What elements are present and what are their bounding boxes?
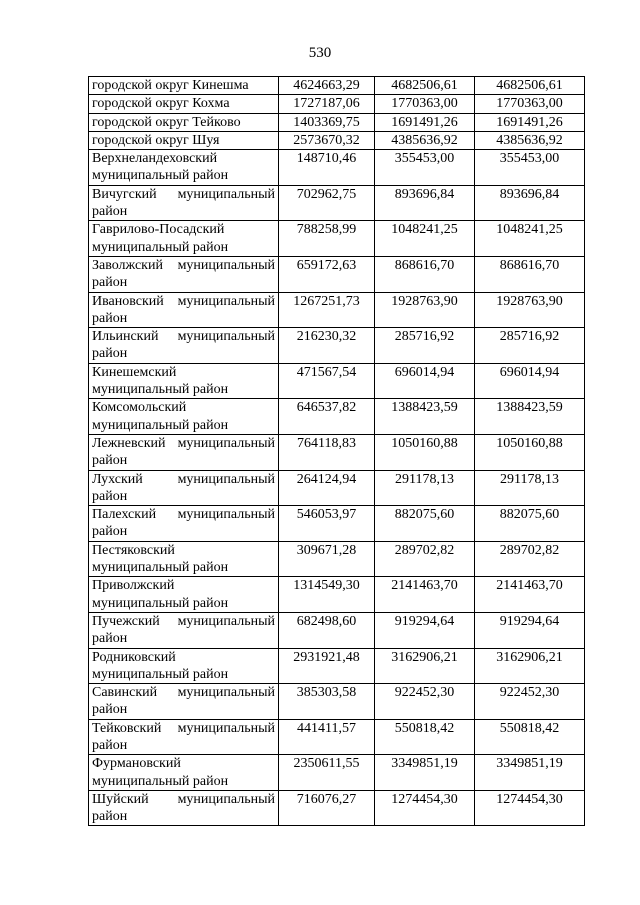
- municipality-name-cell: городской округ Кинешма: [89, 77, 279, 95]
- page-number: 530: [308, 45, 332, 61]
- value-col-1-cell: 716076,27: [279, 790, 375, 826]
- table-row: [89, 755, 585, 791]
- value-col-2-cell: 1388423,59: [375, 399, 475, 435]
- table-row: [89, 256, 585, 292]
- value-col-2-cell: 919294,64: [375, 612, 475, 648]
- value-col-3-cell: 4385636,92: [475, 131, 585, 149]
- value-col-2-cell: 550818,42: [375, 719, 475, 755]
- table-row: [89, 95, 585, 113]
- value-col-1-cell: 264124,94: [279, 470, 375, 506]
- value-col-2-cell: 289702,82: [375, 541, 475, 577]
- municipality-name-cell: Шуйский муниципальный район: [89, 790, 279, 826]
- value-col-3-cell: 289702,82: [475, 541, 585, 577]
- value-col-2-cell: 922452,30: [375, 684, 475, 720]
- table-row: [89, 648, 585, 684]
- value-col-1-cell: 1727187,06: [279, 95, 375, 113]
- value-col-3-cell: 3349851,19: [475, 755, 585, 791]
- value-col-1-cell: 441411,57: [279, 719, 375, 755]
- table-row: [89, 113, 585, 131]
- table-row: [89, 185, 585, 221]
- value-col-2-cell: 4682506,61: [375, 77, 475, 95]
- value-col-3-cell: 1770363,00: [475, 95, 585, 113]
- value-col-1-cell: 682498,60: [279, 612, 375, 648]
- table-row: [89, 77, 585, 95]
- value-col-3-cell: 355453,00: [475, 150, 585, 186]
- value-col-3-cell: 2141463,70: [475, 577, 585, 613]
- value-col-3-cell: 868616,70: [475, 256, 585, 292]
- value-col-2-cell: 1770363,00: [375, 95, 475, 113]
- value-col-2-cell: 1274454,30: [375, 790, 475, 826]
- table-row: [89, 719, 585, 755]
- municipality-name-cell: Лухский муниципальный район: [89, 470, 279, 506]
- municipality-name-cell: городской округ Кохма: [89, 95, 279, 113]
- table-row: [89, 131, 585, 149]
- value-col-2-cell: 2141463,70: [375, 577, 475, 613]
- municipality-name-cell: Фурмановский муниципальный район: [89, 755, 279, 791]
- value-col-3-cell: 1928763,90: [475, 292, 585, 328]
- municipality-name-cell: Ильинский муниципальный район: [89, 328, 279, 364]
- value-col-1-cell: 385303,58: [279, 684, 375, 720]
- value-col-2-cell: 355453,00: [375, 150, 475, 186]
- value-col-3-cell: 696014,94: [475, 363, 585, 399]
- value-col-3-cell: 3162906,21: [475, 648, 585, 684]
- table-row: [89, 684, 585, 720]
- municipality-name-cell: Кинешемский муниципальный район: [89, 363, 279, 399]
- value-col-1-cell: 471567,54: [279, 363, 375, 399]
- table-row: [89, 292, 585, 328]
- value-col-2-cell: 291178,13: [375, 470, 475, 506]
- table-row: [89, 150, 585, 186]
- municipality-name-cell: Ивановский муниципальный район: [89, 292, 279, 328]
- value-col-3-cell: 1274454,30: [475, 790, 585, 826]
- value-col-2-cell: 1050160,88: [375, 434, 475, 470]
- value-col-3-cell: 550818,42: [475, 719, 585, 755]
- municipality-name-cell: Савинский муниципальный район: [89, 684, 279, 720]
- value-col-1-cell: 1403369,75: [279, 113, 375, 131]
- value-col-3-cell: 1388423,59: [475, 399, 585, 435]
- value-col-3-cell: 1050160,88: [475, 434, 585, 470]
- municipality-name-cell: Заволжский муниципальный район: [89, 256, 279, 292]
- municipality-name-cell: Пучежский муниципальный район: [89, 612, 279, 648]
- table-row: [89, 506, 585, 542]
- table-row: [89, 612, 585, 648]
- municipality-name-cell: Родниковский муниципальный район: [89, 648, 279, 684]
- value-col-2-cell: 893696,84: [375, 185, 475, 221]
- municipality-name-cell: городской округ Шуя: [89, 131, 279, 149]
- municipality-name-cell: Верхнеландеховский муниципальный район: [89, 150, 279, 186]
- value-col-3-cell: 1048241,25: [475, 221, 585, 257]
- table-row: [89, 328, 585, 364]
- value-col-1-cell: 148710,46: [279, 150, 375, 186]
- value-col-3-cell: 285716,92: [475, 328, 585, 364]
- budget-table: [88, 76, 585, 826]
- value-col-2-cell: 1048241,25: [375, 221, 475, 257]
- municipality-name-cell: Лежневский муниципальный район: [89, 434, 279, 470]
- value-col-1-cell: 2350611,55: [279, 755, 375, 791]
- value-col-2-cell: 696014,94: [375, 363, 475, 399]
- value-col-2-cell: 868616,70: [375, 256, 475, 292]
- municipality-name-cell: Пестяковский муниципальный район: [89, 541, 279, 577]
- value-col-1-cell: 2931921,48: [279, 648, 375, 684]
- table-row: [89, 399, 585, 435]
- value-col-2-cell: 4385636,92: [375, 131, 475, 149]
- municipality-name-cell: Комсомольский муниципальный район: [89, 399, 279, 435]
- budget-table-body: [89, 77, 585, 826]
- value-col-3-cell: 4682506,61: [475, 77, 585, 95]
- value-col-3-cell: 922452,30: [475, 684, 585, 720]
- value-col-2-cell: 882075,60: [375, 506, 475, 542]
- value-col-1-cell: 1267251,73: [279, 292, 375, 328]
- municipality-name-cell: Гаврилово-Посадский муниципальный район: [89, 221, 279, 257]
- table-row: [89, 541, 585, 577]
- value-col-3-cell: 1691491,26: [475, 113, 585, 131]
- value-col-3-cell: 882075,60: [475, 506, 585, 542]
- value-col-3-cell: 919294,64: [475, 612, 585, 648]
- value-col-3-cell: 291178,13: [475, 470, 585, 506]
- municipality-name-cell: Тейковский муниципальный район: [89, 719, 279, 755]
- municipality-name-cell: Палехский муниципальный район: [89, 506, 279, 542]
- table-row: [89, 363, 585, 399]
- value-col-1-cell: 216230,32: [279, 328, 375, 364]
- table-row: [89, 221, 585, 257]
- value-col-3-cell: 893696,84: [475, 185, 585, 221]
- value-col-1-cell: 546053,97: [279, 506, 375, 542]
- value-col-1-cell: 2573670,32: [279, 131, 375, 149]
- value-col-2-cell: 285716,92: [375, 328, 475, 364]
- table-row: [89, 470, 585, 506]
- table-row: [89, 790, 585, 826]
- value-col-1-cell: 764118,83: [279, 434, 375, 470]
- value-col-1-cell: 788258,99: [279, 221, 375, 257]
- municipality-name-cell: Приволжский муниципальный район: [89, 577, 279, 613]
- value-col-1-cell: 1314549,30: [279, 577, 375, 613]
- value-col-2-cell: 3349851,19: [375, 755, 475, 791]
- value-col-2-cell: 3162906,21: [375, 648, 475, 684]
- table-row: [89, 434, 585, 470]
- value-col-1-cell: 702962,75: [279, 185, 375, 221]
- table-row: [89, 577, 585, 613]
- value-col-1-cell: 646537,82: [279, 399, 375, 435]
- value-col-2-cell: 1691491,26: [375, 113, 475, 131]
- value-col-1-cell: 309671,28: [279, 541, 375, 577]
- municipality-name-cell: Вичугский муниципальный район: [89, 185, 279, 221]
- value-col-1-cell: 659172,63: [279, 256, 375, 292]
- municipality-name-cell: городской округ Тейково: [89, 113, 279, 131]
- value-col-2-cell: 1928763,90: [375, 292, 475, 328]
- value-col-1-cell: 4624663,29: [279, 77, 375, 95]
